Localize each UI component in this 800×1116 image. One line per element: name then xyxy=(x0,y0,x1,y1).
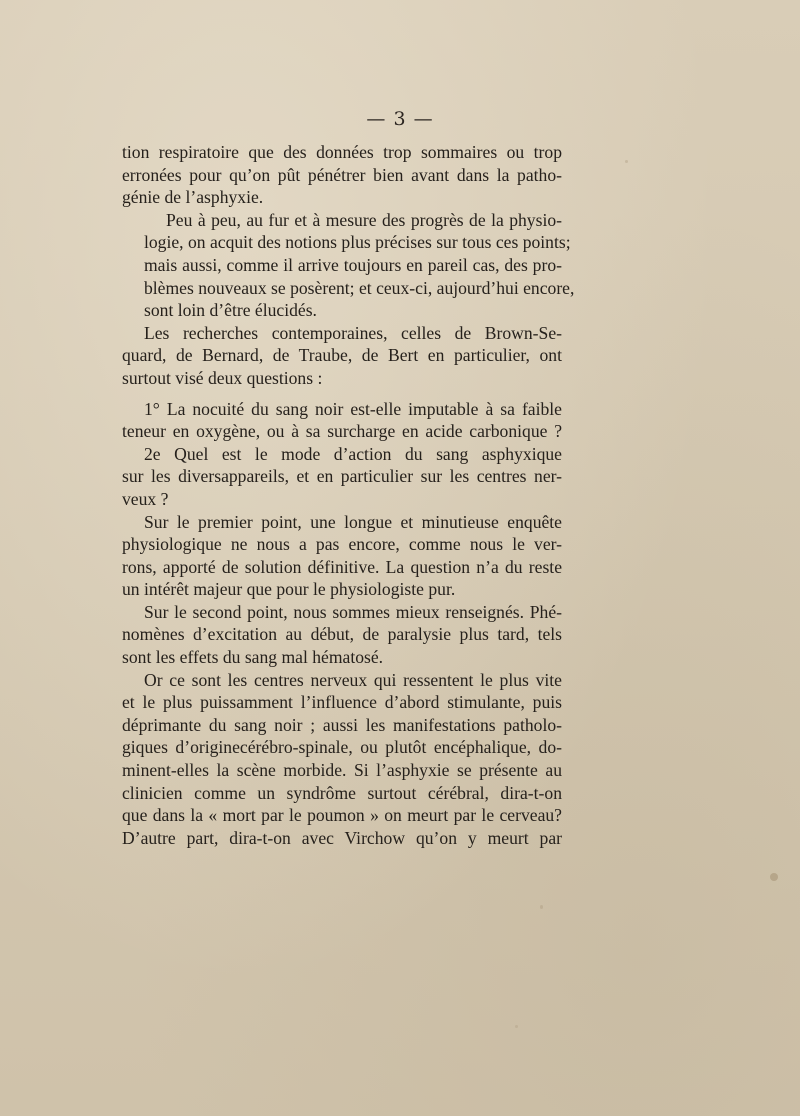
page-number: — 3 — xyxy=(366,108,434,130)
text-line: minent-elles la scène morbide. Si l’asphyxie se présente au xyxy=(122,760,562,781)
text-line: rons, apporté de solution définitive. La question n’a du reste xyxy=(122,556,562,577)
text-line: nomènes d’excitation au début, de paralysie plus tard, tels xyxy=(122,624,562,645)
text-line: Sur le second point, nous sommes mieux renseignés. Phé- xyxy=(144,601,562,622)
paragraph xyxy=(122,511,562,601)
text-line: un intérêt majeur que pour le physiologiste pur. xyxy=(122,579,456,600)
text-line: 2e Quel est le mode d’action du sang asphyxique xyxy=(144,443,562,464)
text-line: giques d’originecérébro-spinale, ou plutôt encéphalique, do- xyxy=(122,737,562,758)
text-line: D’autre part, dira-t-on avec Virchow qu’on y meurt par xyxy=(122,827,562,848)
text-line: sont les effets du sang mal hématosé. xyxy=(122,647,384,668)
paragraph xyxy=(122,601,562,669)
text-line: et le plus puissamment l’influence d’abord stimulante, puis xyxy=(122,692,562,713)
text-line: sur les diversappareils, et en particulier sur les centres ner- xyxy=(122,466,562,487)
text-line: tion respiratoire que des données trop sommaires ou trop xyxy=(122,142,562,162)
text-line: surtout visé deux questions : xyxy=(122,367,323,388)
paragraph xyxy=(122,398,562,443)
text-line: physiologique ne nous a pas encore, comme nous le ver- xyxy=(122,534,562,555)
paragraph xyxy=(122,209,575,322)
paragraph xyxy=(122,669,562,850)
text-line: Or ce sont les centres nerveux qui ressentent le plus vite xyxy=(144,669,562,690)
text-line: quard, de Bernard, de Traube, de Bert en particulier, ont xyxy=(122,345,562,366)
paper-stain xyxy=(515,1025,518,1028)
text-line: erronées pour qu’on pût pénétrer bien avant dans la patho- xyxy=(122,164,562,185)
paragraph xyxy=(122,141,562,209)
text-line: Peu à peu, au fur et à mesure des progrès de la physio- xyxy=(166,209,562,230)
text-line: Sur le premier point, une longue et minutieuse enquête xyxy=(144,511,562,532)
text-line: veux ? xyxy=(122,488,169,509)
text-line: 1° La nocuité du sang noir est-elle imputable à sa faible xyxy=(144,398,562,419)
text-line: déprimante du sang noir ; aussi les manifestations patholo- xyxy=(122,714,562,735)
text-line: blèmes nouveaux se posèrent; et ceux-ci, aujourd’hui encore, xyxy=(144,277,575,298)
paper-stain xyxy=(625,160,628,163)
text-line: logie, on acquit des notions plus précises sur tous ces points; xyxy=(144,232,571,253)
text-line: Les recherches contemporaines, celles de Brown-Se- xyxy=(144,322,562,343)
text-line: teneur en oxygène, ou à sa surcharge en acide carbonique ? xyxy=(122,421,562,442)
text-line: sont loin d’être élucidés. xyxy=(144,300,317,321)
paragraph xyxy=(122,443,562,511)
text-line: clinicien comme un syndrôme surtout cérébral, dira-t-on xyxy=(122,782,562,803)
paragraph xyxy=(122,322,562,390)
text-line: que dans la « mort par le poumon » on meurt par le cerveau? xyxy=(122,805,562,826)
paper-stain xyxy=(540,905,543,909)
text-line: génie de l’asphyxie. xyxy=(122,187,264,208)
body-text xyxy=(122,141,575,849)
paper-stain xyxy=(770,873,778,881)
text-line: mais aussi, comme il arrive toujours en pareil cas, des pro- xyxy=(144,254,562,275)
